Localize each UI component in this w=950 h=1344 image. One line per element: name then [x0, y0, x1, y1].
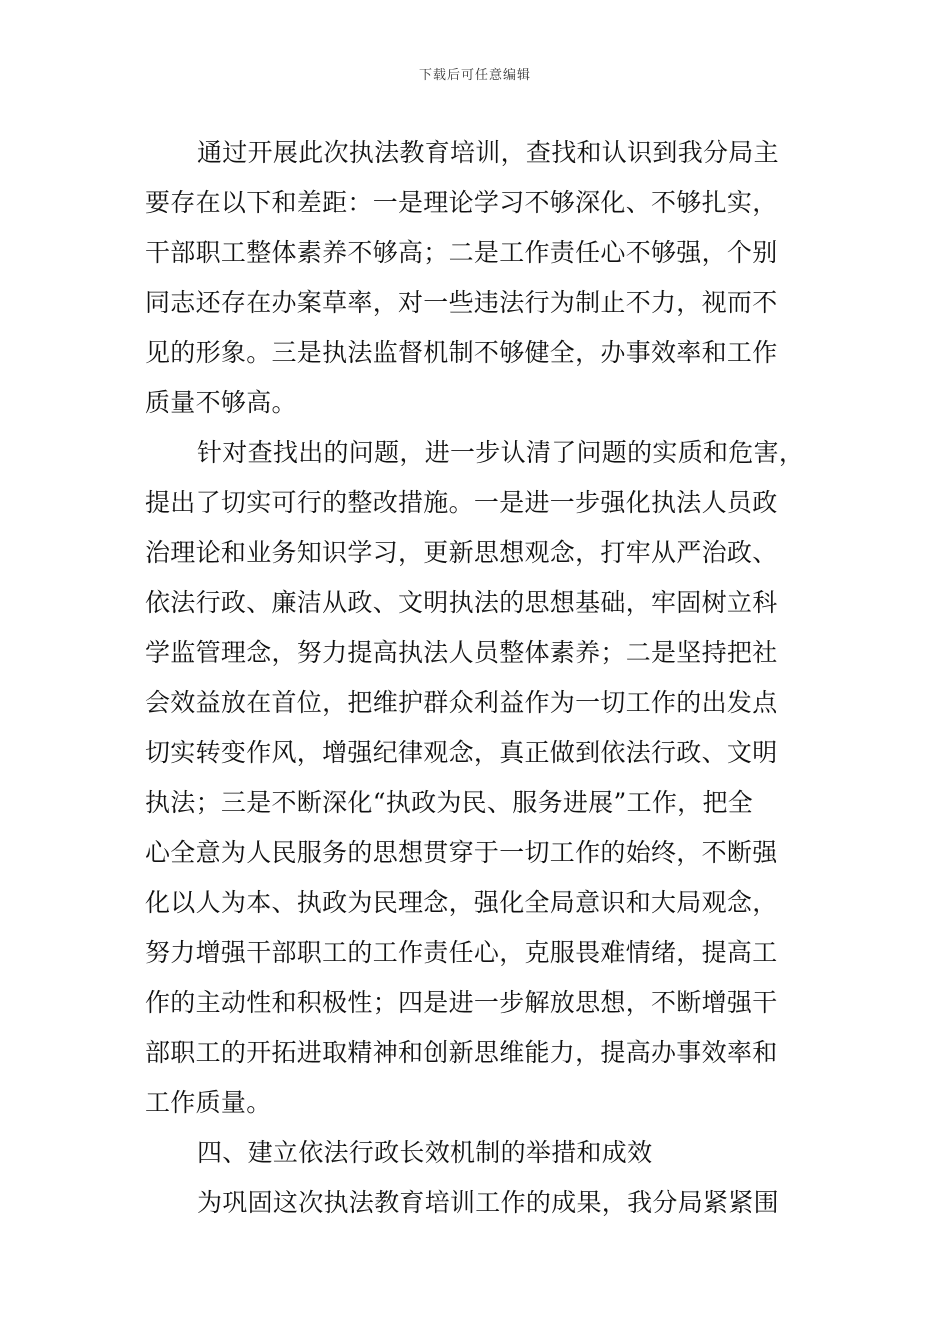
text-line: 干部职工整体素养不够高；二是工作责任心不够强，个别	[145, 238, 778, 267]
text-line: 质量不够高。	[145, 388, 297, 417]
text-line: 依法行政、廉洁从政、文明执法的思想基础，牢固树立科	[145, 588, 778, 617]
text-line: 执法；三是不断深化“执政为民、服务进展”工作，把全	[145, 788, 754, 817]
text-line: 见的形象。三是执法监督机制不够健全，办事效率和工作	[145, 338, 778, 367]
text-line: 会效益放在首位，把维护群众利益作为一切工作的出发点	[145, 688, 778, 717]
text-line: 针对查找出的问题，进一步认清了问题的实质和危害，	[197, 438, 805, 467]
page-header: 下载后可任意编辑	[418, 68, 531, 83]
document-body	[145, 128, 810, 1228]
text-line: 学监管理念，努力提高执法人员整体素养；二是坚持把社	[145, 638, 778, 667]
text-line: 努力增强干部职工的工作责任心，克服畏难情绪，提高工	[145, 938, 778, 967]
text-line: 作的主动性和积极性；四是进一步解放思想，不断增强干	[145, 988, 778, 1017]
section-heading: 四、建立依法行政长效机制的举措和成效	[197, 1138, 653, 1167]
text-line: 要存在以下和差距：一是理论学习不够深化、不够扎实，	[145, 188, 778, 217]
text-line: 工作质量。	[145, 1088, 272, 1117]
text-line: 化以人为本、执政为民理念，强化全局意识和大局观念，	[145, 888, 778, 917]
text-line: 心全意为人民服务的思想贯穿于一切工作的始终，不断强	[145, 838, 778, 867]
text-line: 部职工的开拓进取精神和创新思维能力，提高办事效率和	[145, 1038, 778, 1067]
text-line: 切实转变作风，增强纪律观念，真正做到依法行政、文明	[145, 738, 778, 767]
text-line: 为巩固这次执法教育培训工作的成果，我分局紧紧围	[197, 1188, 779, 1217]
text-line: 通过开展此次执法教育培训，查找和认识到我分局主	[197, 138, 779, 167]
text-line: 同志还存在办案草率，对一些违法行为制止不力，视而不	[145, 288, 778, 317]
text-line: 提出了切实可行的整改措施。一是进一步强化执法人员政	[145, 488, 778, 517]
text-line: 治理论和业务知识学习，更新思想观念，打牢从严治政、	[145, 538, 778, 567]
